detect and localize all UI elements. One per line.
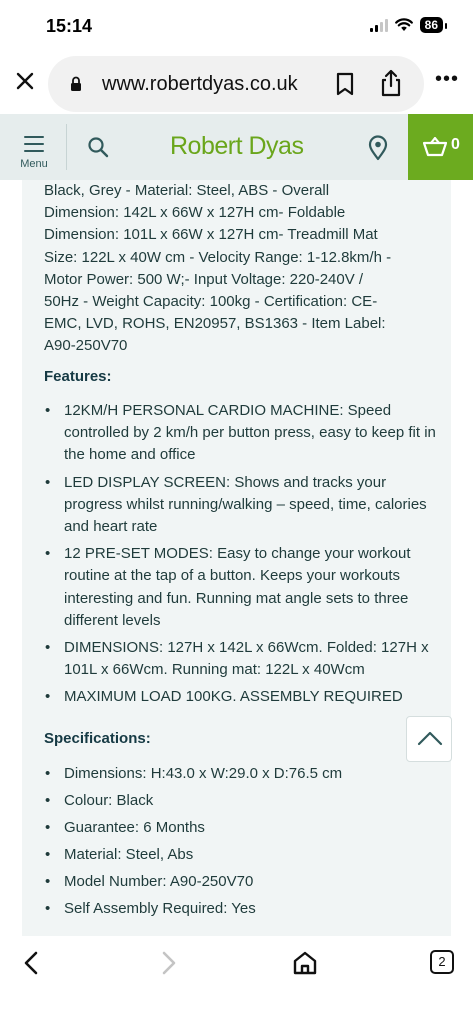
feature-item: • 12 PRE-SET MODES: Easy to change your workout routine at the tap of a button. Keeps your workouts interesting and fun. Running mat angle sets to three different levels bbox=[44, 543, 439, 632]
spec-item: • Dimensions: H:43.0 x W:29.0 x D:76.5 cm bbox=[44, 763, 439, 785]
chevron-up-icon bbox=[417, 730, 443, 746]
product-details-panel bbox=[22, 180, 451, 936]
status-icons bbox=[370, 17, 443, 33]
home-icon[interactable] bbox=[292, 950, 318, 976]
feature-item: • 12KM/H PERSONAL CARDIO MACHINE: Speed controlled by 2 km/h per button press, easy to keep fit in the home and office bbox=[44, 400, 439, 467]
forward-icon[interactable] bbox=[158, 950, 180, 976]
spec-item: • Colour: Black bbox=[44, 790, 439, 812]
product-description bbox=[44, 180, 429, 358]
close-icon bbox=[15, 71, 35, 91]
feature-item: • MAXIMUM LOAD 100KG. ASSEMBLY REQUIRED bbox=[44, 686, 439, 708]
site-logo[interactable]: Robert Dyas bbox=[170, 132, 304, 160]
search-icon[interactable] bbox=[86, 135, 110, 159]
description-line: Dimension: 142L x 66W x 127H cm- Foldable bbox=[44, 204, 346, 222]
feature-item: • DIMENSIONS: 127H x 142L x 66Wcm. Folded: 127H x 101L x 66Wcm. Running mat: 122L x 40Wcm bbox=[44, 637, 439, 681]
lock-icon bbox=[70, 76, 82, 92]
url-text: www.robertdyas.co.uk bbox=[102, 73, 298, 95]
store-locator-pin-icon[interactable] bbox=[367, 135, 389, 161]
basket-count: 0 bbox=[451, 136, 460, 153]
close-tab-button[interactable] bbox=[12, 68, 38, 94]
spec-item: • Model Number: A90-250V70 bbox=[44, 871, 439, 893]
browser-toolbar bbox=[0, 54, 473, 114]
scroll-to-top-button[interactable] bbox=[406, 716, 452, 762]
description-line: Motor Power: 500 W;- Input Voltage: 220-240V / bbox=[44, 270, 364, 288]
header-divider bbox=[66, 124, 67, 170]
features-list bbox=[44, 400, 439, 714]
description-line: A90-250V70 bbox=[44, 337, 128, 355]
status-time: 15:14 bbox=[46, 16, 93, 36]
share-icon[interactable] bbox=[379, 69, 403, 97]
feature-item: • LED DISPLAY SCREEN: Shows and tracks your progress whilst running/walking – speed, time, calories and heart rate bbox=[44, 472, 439, 539]
description-line: EMC, LVD, ROHS, EN20957, BS1363 - Item Label: bbox=[44, 315, 386, 333]
menu-label: Menu bbox=[20, 158, 48, 170]
wifi-icon bbox=[395, 18, 413, 32]
hamburger-icon bbox=[24, 136, 44, 152]
signal-icon bbox=[370, 18, 388, 32]
specifications-list bbox=[44, 763, 439, 925]
spec-item: • Guarantee: 6 Months bbox=[44, 817, 439, 839]
description-line: Size: 122L x 40W cm - Velocity Range: 1-12.8km/h - bbox=[44, 248, 392, 266]
spec-item: • Material: Steel, Abs bbox=[44, 844, 439, 866]
spec-item: • Self Assembly Required: Yes bbox=[44, 898, 439, 920]
menu-button[interactable] bbox=[10, 124, 58, 178]
back-icon[interactable] bbox=[20, 950, 42, 976]
status-bar bbox=[0, 0, 473, 54]
tabs-count-button[interactable]: 2 bbox=[430, 950, 454, 974]
bookmark-icon[interactable] bbox=[336, 72, 354, 96]
description-line: Black, Grey - Material: Steel, ABS - Overall bbox=[44, 182, 330, 199]
description-line: Dimension: 101L x 66W x 127H cm- Treadmill Mat bbox=[44, 226, 378, 244]
browser-bottom-bar bbox=[0, 936, 473, 1024]
more-options-button[interactable]: ••• bbox=[434, 68, 459, 90]
battery-indicator: 86 bbox=[420, 17, 443, 33]
site-header bbox=[0, 114, 473, 180]
basket-icon bbox=[423, 137, 447, 157]
address-bar[interactable] bbox=[48, 56, 424, 112]
basket-button[interactable] bbox=[408, 114, 473, 180]
features-heading: Features: bbox=[44, 368, 112, 385]
description-line: 50Hz - Weight Capacity: 100kg - Certification: CE- bbox=[44, 293, 378, 311]
specifications-heading: Specifications: bbox=[44, 730, 151, 747]
